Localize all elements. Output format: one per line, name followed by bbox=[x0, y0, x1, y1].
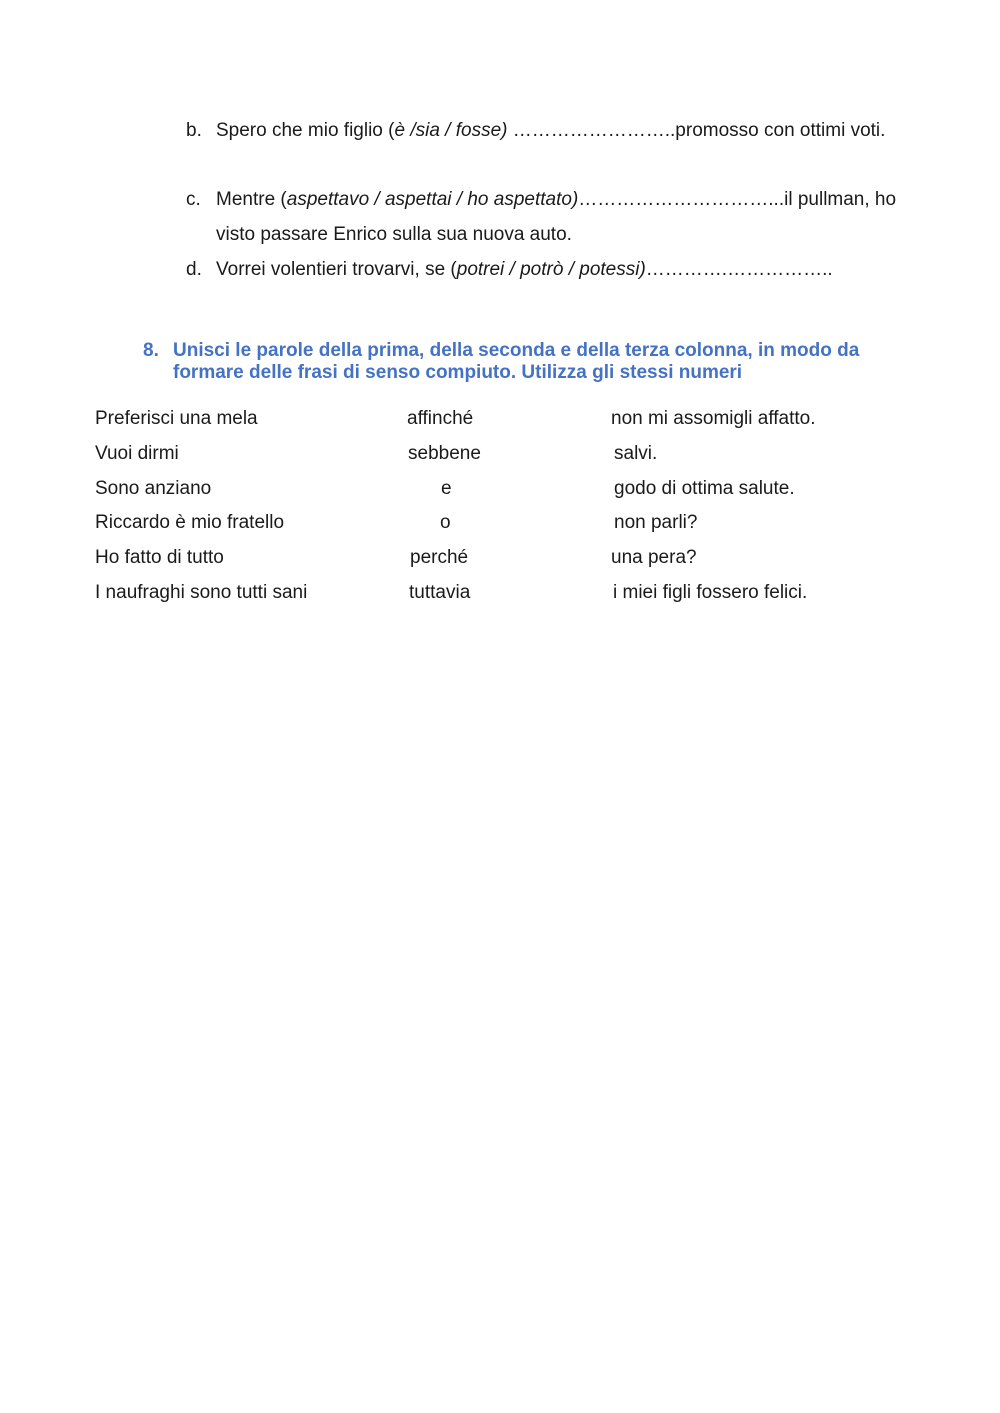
item-text-before: Mentre ( bbox=[216, 189, 287, 210]
first-column-phrase: Riccardo è mio fratello bbox=[95, 512, 285, 533]
first-column-phrase: Ho fatto di tutto bbox=[95, 547, 224, 568]
third-column-phrase: i miei figli fossero felici. bbox=[613, 582, 808, 603]
item-options: potrei / potrò / potessi) bbox=[456, 259, 646, 280]
exercise-item-b bbox=[186, 113, 916, 148]
item-text bbox=[216, 182, 916, 252]
second-column-connector: tuttavia bbox=[409, 582, 471, 603]
item-text-after: ………….…………….. bbox=[645, 259, 833, 280]
first-column-phrase: Vuoi dirmi bbox=[95, 443, 179, 464]
item-letter: c. bbox=[186, 189, 201, 210]
first-column-phrase: Preferisci una mela bbox=[95, 408, 258, 429]
third-column-phrase: non mi assomigli affatto. bbox=[611, 408, 816, 429]
match-row bbox=[0, 408, 1000, 438]
exercise-instruction: Unisci le parole della prima, della seconda e della terza colonna, in modo da formare delle frasi di senso compiuto. Utilizza gli stessi numeri bbox=[173, 340, 860, 383]
second-column-connector: affinché bbox=[407, 408, 474, 429]
second-column-connector: perché bbox=[410, 547, 469, 568]
third-column-phrase: non parli? bbox=[614, 512, 698, 533]
item-letter: d. bbox=[186, 259, 202, 280]
match-row bbox=[0, 512, 1000, 542]
second-column-connector: o bbox=[440, 512, 451, 533]
third-column-phrase: una pera? bbox=[611, 547, 697, 568]
item-options: è /sia / fosse) bbox=[394, 120, 508, 141]
match-row bbox=[0, 443, 1000, 473]
exercise-item-d bbox=[186, 252, 916, 287]
item-text bbox=[216, 252, 916, 287]
match-row bbox=[0, 547, 1000, 577]
first-column-phrase: I naufraghi sono tutti sani bbox=[95, 582, 308, 603]
second-column-connector: e bbox=[441, 478, 452, 499]
first-column-phrase: Sono anziano bbox=[95, 478, 212, 499]
item-text-after: ……………………..promosso con ottimi voti. bbox=[507, 120, 886, 141]
second-column-connector: sebbene bbox=[408, 443, 481, 464]
item-text-before: Spero che mio figlio ( bbox=[216, 120, 395, 141]
third-column-phrase: godo di ottima salute. bbox=[614, 478, 795, 499]
item-options: aspettavo / aspettai / ho aspettato) bbox=[286, 189, 579, 210]
item-text-before: Vorrei volentieri trovarvi, se ( bbox=[216, 259, 457, 280]
item-letter: b. bbox=[186, 120, 202, 141]
match-row bbox=[0, 478, 1000, 508]
item-text bbox=[216, 113, 916, 148]
exercise-number: 8. bbox=[143, 340, 159, 361]
item-text-after: …………………………...il pullman, ho visto passare Enrico sulla sua nuova auto. bbox=[216, 189, 897, 245]
exercise-item-c bbox=[186, 182, 916, 252]
match-row bbox=[0, 582, 1000, 612]
third-column-phrase: salvi. bbox=[614, 443, 658, 464]
exercise-8-heading bbox=[143, 340, 923, 384]
